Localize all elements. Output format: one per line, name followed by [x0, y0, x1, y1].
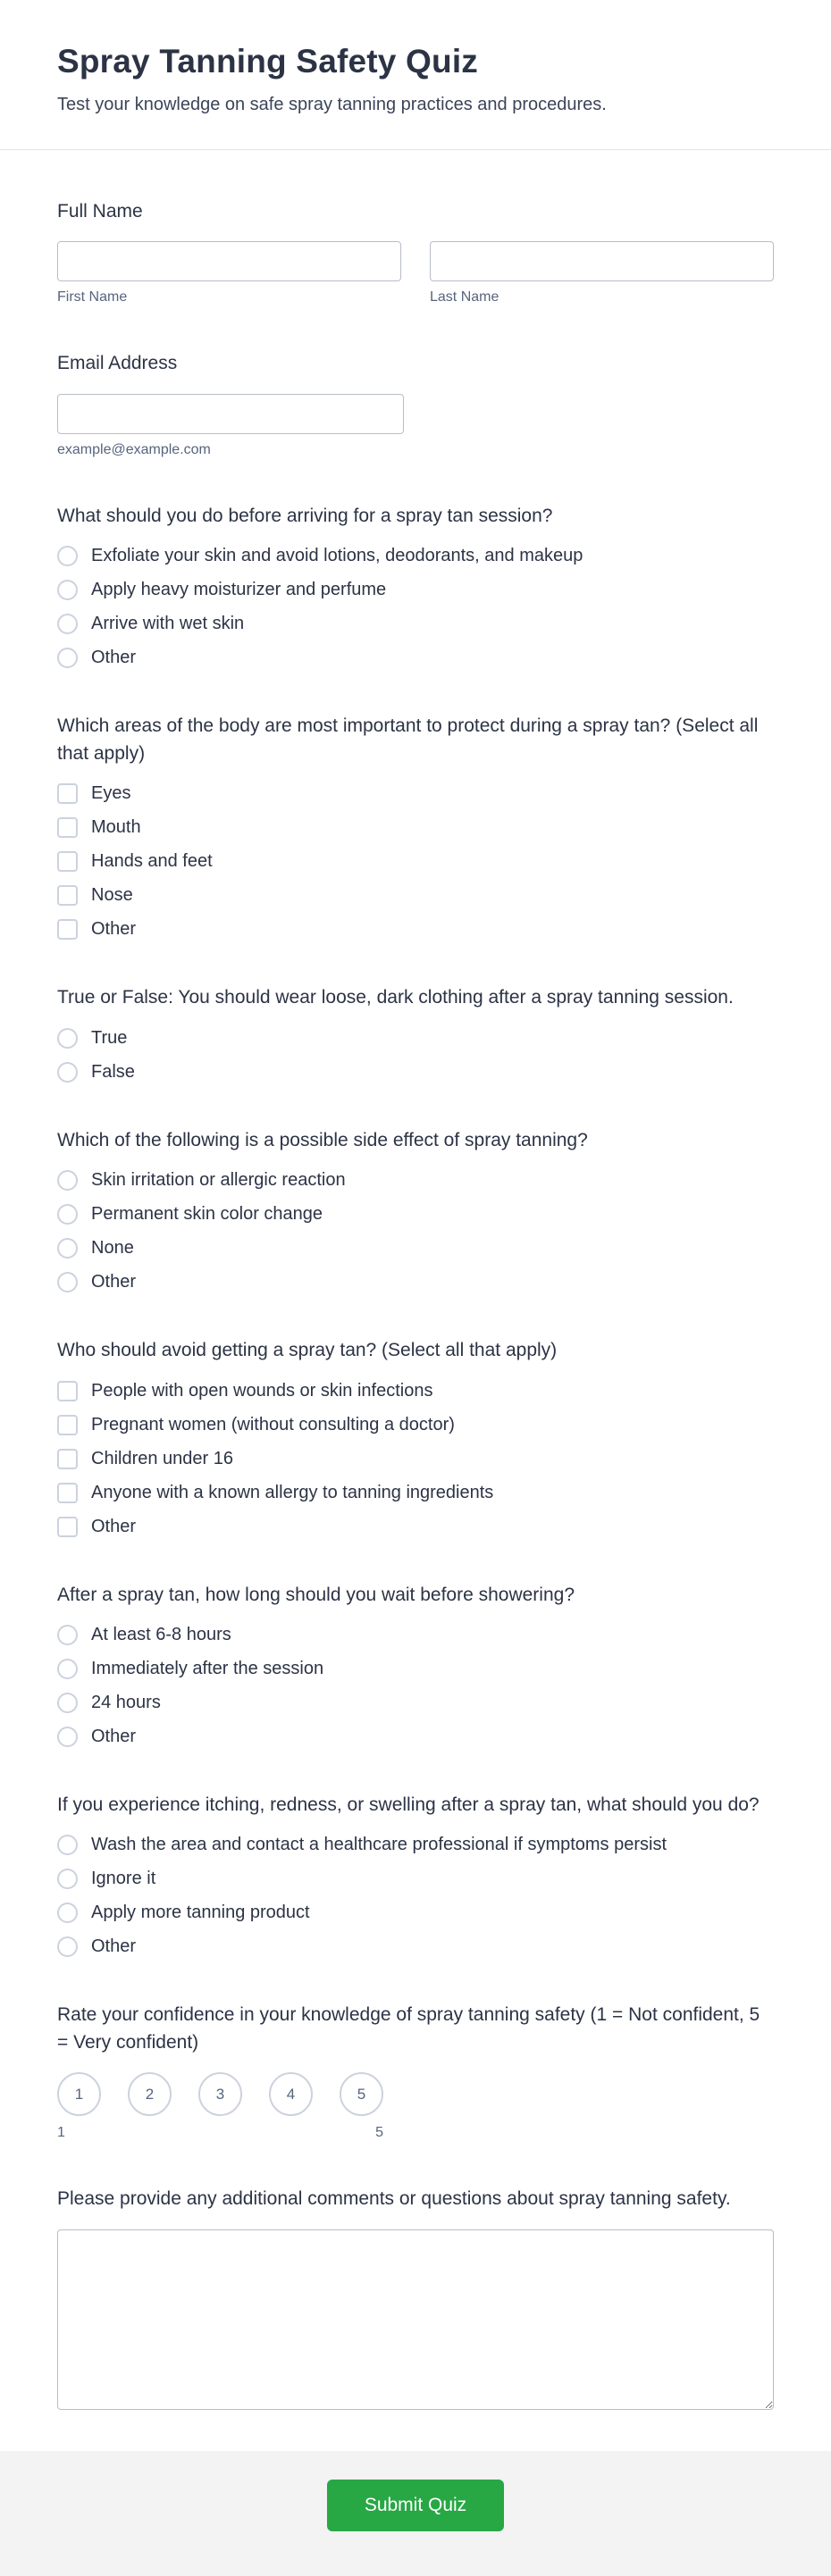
scale-option-3[interactable] [198, 2072, 242, 2116]
option-label: Permanent skin color change [91, 1204, 323, 1225]
question-label: What should you do before arriving for a spray tan session? [57, 505, 553, 526]
question-itching-reaction [57, 1792, 774, 1957]
radio-option[interactable] [57, 1659, 774, 1679]
radio-icon [57, 1170, 78, 1191]
radio-option[interactable] [57, 614, 774, 634]
radio-icon [57, 1693, 78, 1713]
radio-option[interactable] [57, 1272, 774, 1292]
checkbox-icon [57, 1381, 78, 1401]
question-avoid-spray-tan [57, 1337, 774, 1536]
radio-option[interactable] [57, 580, 774, 600]
question-label: Please provide any additional comments or questions about spray tanning safety. [57, 2188, 731, 2210]
option-label: Other [91, 919, 137, 940]
radio-icon [57, 1204, 78, 1225]
last-name-sublabel: Last Name [430, 289, 499, 305]
checkbox-option[interactable] [57, 1415, 774, 1435]
option-label: Immediately after the session [91, 1658, 324, 1678]
option-label: Arrive with wet skin [91, 614, 245, 634]
last-name-col [430, 241, 774, 305]
scale-option-value: 1 [74, 2085, 84, 2103]
scale-max-label: 5 [375, 2125, 383, 2141]
option-label: Ignore it [91, 1869, 156, 1889]
option-label: Other [91, 648, 137, 668]
question-label: Who should avoid getting a spray tan? (Select all that apply) [57, 1340, 558, 1361]
question-label: Rate your confidence in your knowledge of spray tanning safety (1 = Not confident, 5 = Very confident) [57, 2004, 760, 2053]
checkbox-option[interactable] [57, 1517, 774, 1537]
checkbox-option[interactable] [57, 851, 774, 872]
option-label: Other [91, 1272, 137, 1292]
form-header [0, 0, 831, 150]
form-subtitle: Test your knowledge on safe spray tanning practices and procedures. [57, 95, 607, 114]
radio-option[interactable] [57, 648, 774, 668]
submit-button[interactable]: Submit Quiz [327, 2480, 504, 2531]
radio-option[interactable] [57, 1936, 774, 1957]
radio-option[interactable] [57, 1835, 774, 1855]
radio-option[interactable] [57, 1869, 774, 1889]
first-name-col [57, 241, 401, 305]
question-wait-showering [57, 1582, 774, 1747]
option-label: Hands and feet [91, 851, 213, 872]
question-before-session [57, 503, 774, 668]
radio-option[interactable] [57, 1170, 774, 1191]
option-label: Apply more tanning product [91, 1903, 310, 1923]
form-body [0, 150, 831, 2451]
option-label: Mouth [91, 817, 141, 838]
radio-option[interactable] [57, 1204, 774, 1225]
checkbox-icon [57, 1517, 78, 1537]
question-label: True or False: You should wear loose, dark clothing after a spray tanning session. [57, 987, 734, 1008]
checkbox-option[interactable] [57, 919, 774, 940]
checkbox-icon [57, 783, 78, 804]
radio-icon [57, 1238, 78, 1259]
question-label: Which areas of the body are most important to protect during a spray tan? (Select all that apply) [57, 715, 759, 764]
checkbox-icon [57, 1449, 78, 1469]
scale-option-1[interactable] [57, 2072, 101, 2116]
radio-icon [57, 1659, 78, 1679]
form-footer [0, 2451, 831, 2576]
email-field [57, 350, 774, 457]
first-name-input[interactable] [57, 241, 401, 281]
option-label: Apply heavy moisturizer and perfume [91, 580, 387, 600]
checkbox-option[interactable] [57, 783, 774, 804]
email-sublabel: example@example.com [57, 441, 211, 457]
radio-icon [57, 1903, 78, 1923]
radio-icon [57, 580, 78, 600]
option-label: Children under 16 [91, 1448, 233, 1468]
email-input[interactable] [57, 394, 404, 434]
question-label: After a spray tan, how long should you wait before showering? [57, 1584, 575, 1605]
option-label: None [91, 1238, 134, 1259]
option-label: Anyone with a known allergy to tanning ingredients [91, 1482, 494, 1502]
radio-icon [57, 546, 78, 566]
radio-option[interactable] [57, 1062, 774, 1083]
question-label: If you experience itching, redness, or swelling after a spray tan, what should you do? [57, 1794, 760, 1815]
comments-textarea[interactable] [57, 2229, 774, 2410]
radio-icon [57, 1835, 78, 1855]
comments-question [57, 2186, 774, 2409]
question-side-effects [57, 1127, 774, 1292]
checkbox-icon [57, 919, 78, 940]
radio-option[interactable] [57, 1727, 774, 1747]
checkbox-icon [57, 851, 78, 872]
radio-icon [57, 1028, 78, 1049]
scale-option-value: 4 [286, 2085, 296, 2103]
radio-icon [57, 1869, 78, 1889]
scale-option-2[interactable] [128, 2072, 172, 2116]
option-label: Exfoliate your skin and avoid lotions, deodorants, and makeup [91, 546, 583, 566]
radio-option[interactable] [57, 1028, 774, 1049]
radio-option[interactable] [57, 1693, 774, 1713]
scale-row [57, 2072, 774, 2116]
checkbox-option[interactable] [57, 817, 774, 838]
question-protect-areas [57, 713, 774, 940]
option-label: Nose [91, 885, 133, 906]
option-label: Skin irritation or allergic reaction [91, 1170, 346, 1191]
checkbox-option[interactable] [57, 1449, 774, 1469]
email-label: Email Address [57, 353, 178, 374]
scale-min-label: 1 [57, 2125, 65, 2141]
checkbox-option[interactable] [57, 885, 774, 906]
option-label: Eyes [91, 783, 131, 804]
radio-icon [57, 1727, 78, 1747]
checkbox-icon [57, 1415, 78, 1435]
form-title: Spray Tanning Safety Quiz [57, 43, 479, 79]
option-label: People with open wounds or skin infections [91, 1380, 433, 1401]
checkbox-option[interactable] [57, 1483, 774, 1503]
radio-option[interactable] [57, 1625, 774, 1645]
option-label: Wash the area and contact a healthcare professional if symptoms persist [91, 1835, 667, 1855]
radio-option[interactable] [57, 1238, 774, 1259]
full-name-label: Full Name [57, 201, 143, 222]
option-label: Pregnant women (without consulting a doctor) [91, 1414, 455, 1434]
checkbox-icon [57, 1483, 78, 1503]
radio-icon [57, 1625, 78, 1645]
scale-question-confidence [57, 2002, 774, 2141]
checkbox-icon [57, 885, 78, 906]
scale-option-4[interactable] [269, 2072, 313, 2116]
last-name-input[interactable] [430, 241, 774, 281]
first-name-sublabel: First Name [57, 289, 128, 305]
scale-labels [57, 2125, 383, 2141]
radio-icon [57, 648, 78, 668]
option-label: False [91, 1061, 135, 1082]
checkbox-option[interactable] [57, 1381, 774, 1401]
radio-icon [57, 1062, 78, 1083]
scale-option-value: 5 [357, 2085, 366, 2103]
scale-option-5[interactable] [340, 2072, 383, 2116]
option-label: Other [91, 1936, 137, 1957]
full-name-field [57, 198, 774, 305]
name-row [57, 241, 774, 305]
question-label: Which of the following is a possible side effect of spray tanning? [57, 1129, 588, 1150]
radio-icon [57, 614, 78, 634]
checkbox-icon [57, 817, 78, 838]
option-label: True [91, 1027, 128, 1048]
option-label: Other [91, 1516, 137, 1536]
radio-icon [57, 1936, 78, 1957]
radio-icon [57, 1272, 78, 1292]
scale-option-value: 3 [215, 2085, 225, 2103]
scale-option-value: 2 [145, 2085, 155, 2103]
option-label: At least 6-8 hours [91, 1624, 231, 1644]
radio-option[interactable] [57, 546, 774, 566]
radio-option[interactable] [57, 1903, 774, 1923]
question-true-false-clothing [57, 984, 774, 1082]
option-label: Other [91, 1726, 137, 1746]
option-label: 24 hours [91, 1692, 161, 1712]
